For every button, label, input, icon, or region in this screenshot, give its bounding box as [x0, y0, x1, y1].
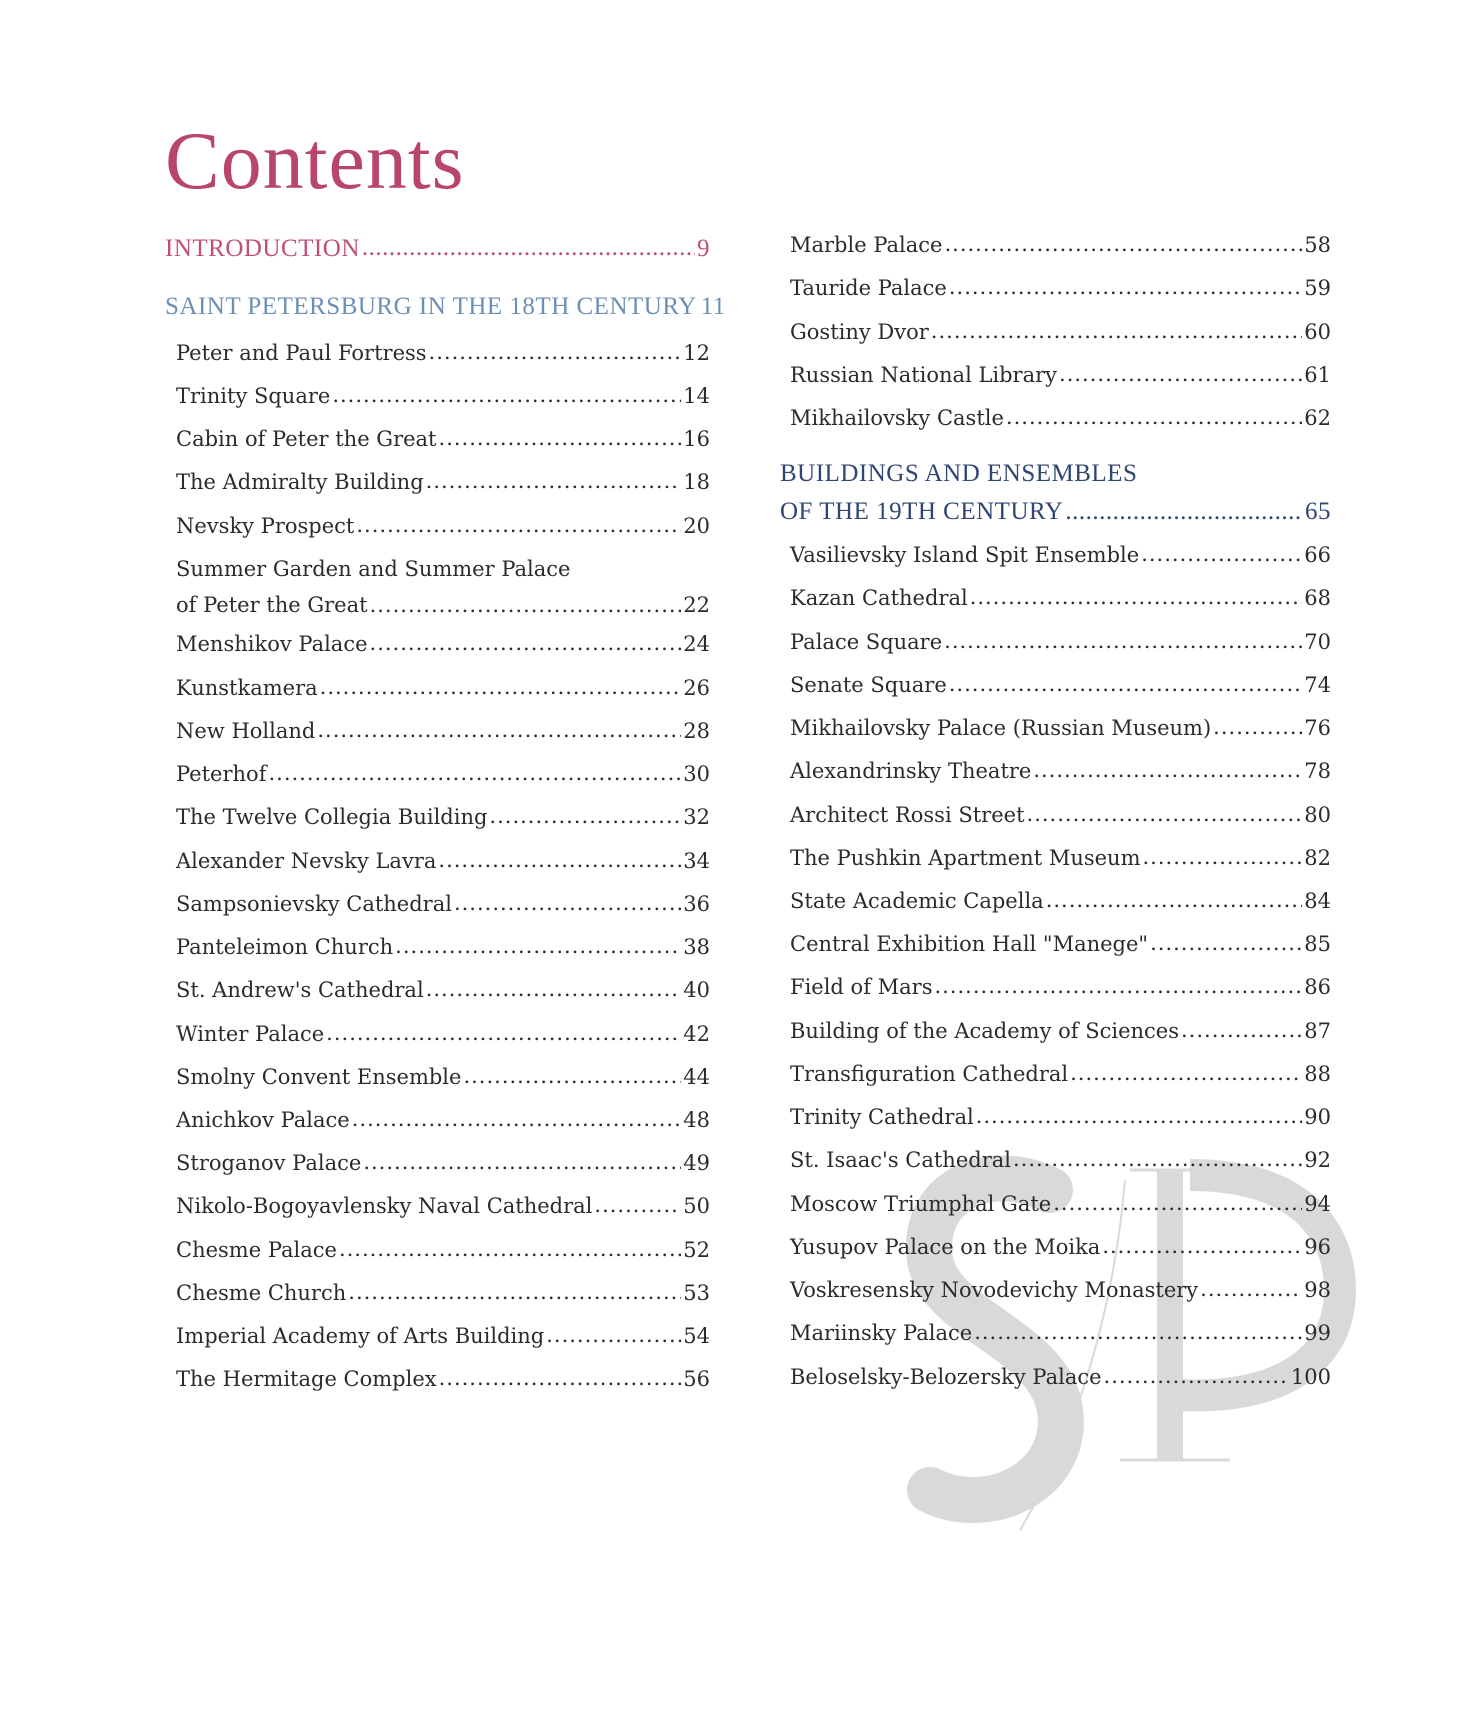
toc-entry[interactable]: Mikhailovsky Castle ..... 62	[790, 405, 1331, 432]
page-title: Contents	[165, 115, 465, 206]
toc-entry[interactable]: The Twelve Collegia Building ..... 32	[176, 804, 710, 831]
toc-entry[interactable]: Yusupov Palace on the Moika ..... 96	[790, 1234, 1331, 1261]
toc-entry[interactable]: Chesme Church ..... 53	[176, 1280, 710, 1307]
toc-entry[interactable]: Central Exhibition Hall "Manege" ..... 85	[790, 931, 1331, 958]
toc-entry[interactable]: Chesme Palace ..... 52	[176, 1237, 710, 1264]
toc-page-number: 11	[700, 293, 726, 320]
toc-entry[interactable]: St. Andrew's Cathedral ..... 40	[176, 977, 710, 1004]
toc-entry[interactable]: Architect Rossi Street ..... 80	[790, 802, 1331, 829]
toc-entry[interactable]: Kunstkamera ..... 26	[176, 675, 710, 702]
toc-entry[interactable]: Sampsonievsky Cathedral ..... 36	[176, 891, 710, 918]
toc-entry[interactable]: Vasilievsky Island Spit Ensemble ..... 66	[790, 542, 1331, 569]
toc-page-number: 9	[697, 235, 710, 262]
toc-entry[interactable]: Winter Palace ..... 42	[176, 1021, 710, 1048]
toc-entry[interactable]: Mikhailovsky Palace (Russian Museum) ..... 76	[790, 715, 1331, 742]
dot-leader	[1065, 496, 1303, 529]
toc-entry[interactable]: The Pushkin Apartment Museum ..... 82	[790, 845, 1331, 872]
toc-entry[interactable]: Cabin of Peter the Great ..... 16	[176, 426, 710, 453]
dot-leader	[362, 232, 695, 265]
toc-entry[interactable]: Alexandrinsky Theatre ..... 78	[790, 758, 1331, 785]
toc-section-label: OF THE 19TH CENTURY	[780, 497, 1064, 525]
toc-entry[interactable]: Marble Palace ..... 58	[790, 232, 1331, 259]
toc-entry[interactable]: The Hermitage Complex ..... 56	[176, 1366, 710, 1393]
toc-entry[interactable]: Smolny Convent Ensemble ..... 44	[176, 1064, 710, 1091]
toc-entry[interactable]: Beloselsky-Belozersky Palace ..... 100	[790, 1364, 1331, 1391]
toc-section-label: SAINT PETERSBURG IN THE 18TH CENTURY	[165, 293, 697, 320]
toc-page-number: 65	[1305, 497, 1331, 525]
toc-entry[interactable]: Alexander Nevsky Lavra ..... 34	[176, 848, 710, 875]
toc-entry[interactable]: Transfiguration Cathedral ..... 88	[790, 1061, 1331, 1088]
toc-entry[interactable]: Imperial Academy of Arts Building ..... 54	[176, 1323, 710, 1350]
toc-entry[interactable]: Tauride Palace ..... 59	[790, 275, 1331, 302]
toc-entry[interactable]: Nevsky Prospect ..... 20	[176, 513, 710, 540]
toc-entry[interactable]: Building of the Academy of Sciences ..... 87	[790, 1018, 1331, 1045]
toc-section-18th-century[interactable]	[165, 291, 726, 324]
toc-entry[interactable]: Peterhof ..... 30	[176, 761, 710, 788]
toc-entry[interactable]: Trinity Cathedral ..... 90	[790, 1104, 1331, 1131]
toc-entry[interactable]: Peter and Paul Fortress ..... 12	[176, 340, 710, 367]
toc-entry[interactable]: Stroganov Palace ..... 49	[176, 1150, 710, 1177]
toc-entry[interactable]: Field of Mars ..... 86	[790, 974, 1331, 1001]
toc-entry[interactable]: The Admiralty Building ..... 18	[176, 469, 710, 496]
toc-entry[interactable]: Trinity Square ..... 14	[176, 383, 710, 410]
toc-entry[interactable]: New Holland ..... 28	[176, 718, 710, 745]
toc-entry[interactable]: Palace Square ..... 70	[790, 629, 1331, 656]
toc-section-label: INTRODUCTION	[165, 235, 360, 262]
toc-introduction[interactable]	[165, 233, 710, 266]
toc-entry[interactable]: Senate Square ..... 74	[790, 672, 1331, 699]
toc-entry[interactable]: Gostiny Dvor ..... 60	[790, 319, 1331, 346]
toc-entry[interactable]: State Academic Capella ..... 84	[790, 888, 1331, 915]
toc-entry[interactable]: Voskresensky Novodevichy Monastery ..... 98	[790, 1277, 1331, 1304]
toc-entry[interactable]: Panteleimon Church ..... 38	[176, 934, 710, 961]
toc-entry[interactable]: Russian National Library ..... 61	[790, 362, 1331, 389]
toc-section-19th-century[interactable]	[780, 458, 1331, 528]
toc-entry[interactable]: Menshikov Palace ..... 24	[176, 631, 710, 658]
toc-entry[interactable]: St. Isaac's Cathedral ..... 92	[790, 1147, 1331, 1174]
toc-entry[interactable]: Mariinsky Palace ..... 99	[790, 1320, 1331, 1347]
toc-entry[interactable]: Nikolo-Bogoyavlensky Naval Cathedral ..... 50	[176, 1193, 710, 1220]
toc-entry[interactable]: Anichkov Palace ..... 48	[176, 1107, 710, 1134]
toc-entry[interactable]: Moscow Triumphal Gate ..... 94	[790, 1191, 1331, 1218]
toc-section-label: BUILDINGS AND ENSEMBLES	[780, 460, 1138, 487]
toc-entry[interactable]: Summer Garden and Summer Palace of Peter the Great ..... 22	[176, 556, 710, 620]
toc-entry[interactable]: Kazan Cathedral ..... 68	[790, 585, 1331, 612]
